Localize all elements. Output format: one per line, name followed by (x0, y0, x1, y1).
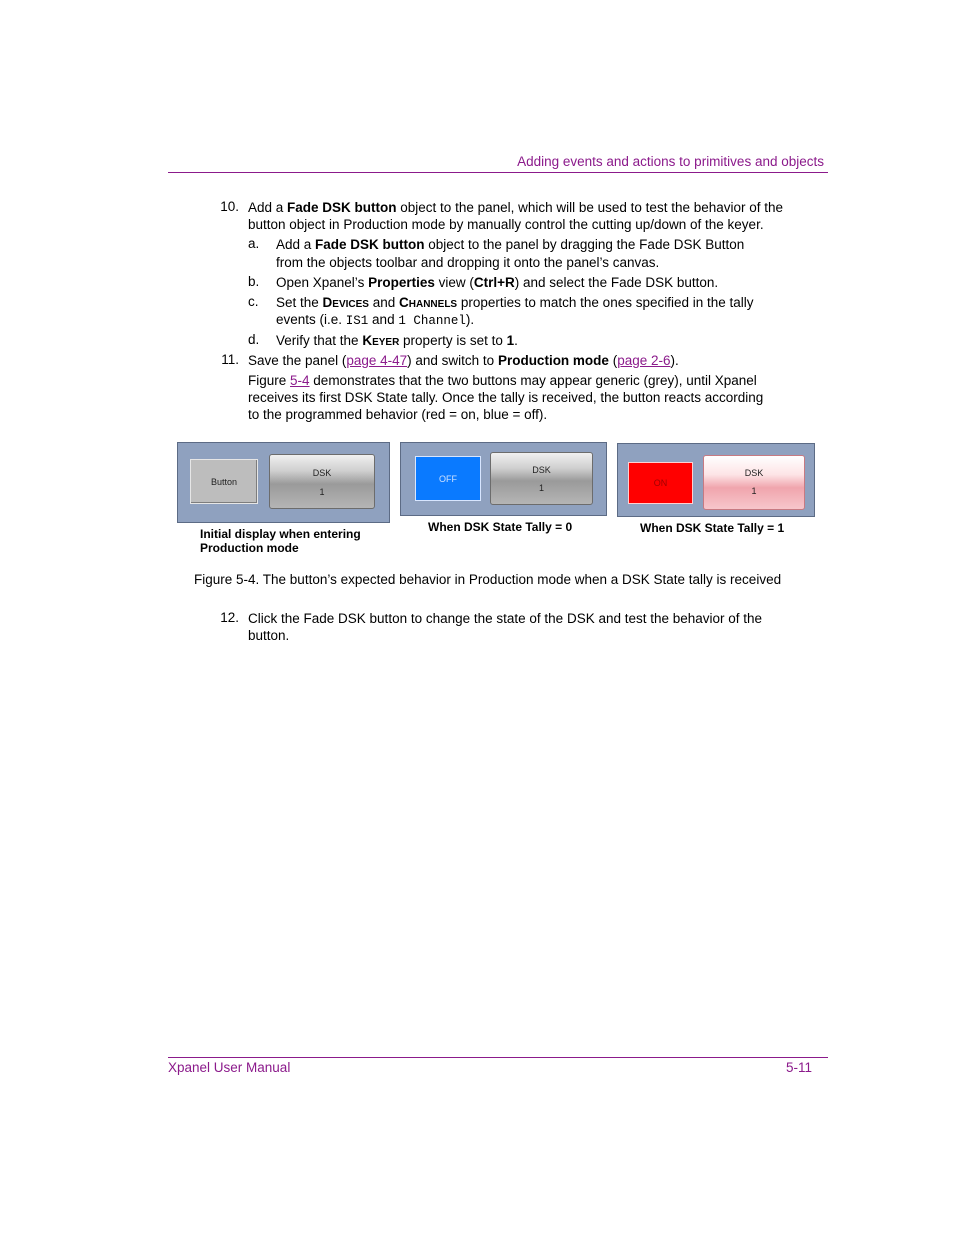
button-value: 1 (319, 487, 325, 497)
text: ). (465, 312, 475, 327)
step-number: 10. (220, 199, 239, 214)
figure-link[interactable]: 5-4 (290, 373, 310, 388)
text: property is set to (399, 333, 507, 348)
panel-initial (177, 442, 390, 523)
bold-term: Fade DSK button (315, 237, 425, 252)
smallcaps-term: HANNELS (408, 299, 458, 310)
button-title: DSK (312, 468, 332, 478)
text: object to the panel by dragging the Fade DSK Button (424, 237, 745, 252)
caption-line: Production mode (200, 541, 299, 555)
bold-term: Properties (368, 275, 435, 290)
button-label: Button (210, 476, 238, 487)
panel-caption (200, 527, 361, 555)
step-paragraph-line3: to the programmed behavior (red = on, blue = off). (248, 407, 548, 422)
text: ). (670, 353, 679, 368)
button-title: DSK (532, 465, 551, 475)
code: IS1 (345, 314, 369, 328)
step-number: 12. (220, 610, 239, 625)
step-text: Click the Fade DSK button to change the state of the DSK and test the behavior of the (248, 611, 763, 626)
text: ( (608, 353, 618, 368)
text: Verify that the (276, 333, 363, 348)
button-value: 1 (751, 486, 757, 496)
on-button (628, 462, 693, 504)
step-text (248, 352, 679, 369)
smallcaps-term: K (362, 333, 373, 348)
smallcaps-term: D (322, 295, 333, 310)
fade-dsk-button (269, 454, 375, 509)
text: properties to match the ones specified in the tally (457, 295, 754, 310)
text: . (514, 333, 518, 348)
text: Figure (248, 373, 291, 388)
header-rule (168, 172, 828, 173)
figure-caption: Figure 5-4. The button’s expected behavior in Production mode when a DSK State tally is received (194, 572, 782, 587)
step-number: 11. (221, 352, 239, 367)
smallcaps-term: EYER (372, 337, 400, 348)
page-link[interactable]: page 4-47 (346, 353, 408, 368)
text: ) and switch to (407, 353, 498, 368)
substep-a-line2: from the objects toolbar and dropping it onto the panel’s canvas. (276, 255, 660, 270)
button-title: DSK (744, 468, 764, 478)
substep-a-text (276, 236, 744, 253)
substep-letter: b. (248, 274, 260, 289)
text: Save the panel ( (248, 353, 347, 368)
text: Open Xpanel’s (276, 275, 369, 290)
button-label: OFF (439, 474, 457, 484)
text: Set the (276, 295, 323, 310)
step-text (248, 199, 783, 216)
generic-button (190, 459, 258, 504)
caption-line: Initial display when entering (200, 527, 361, 541)
panel-tally-off (400, 442, 607, 516)
substep-b-text (276, 274, 718, 291)
smallcaps-term: EVICES (332, 299, 369, 310)
substep-d-text (276, 332, 518, 351)
step-paragraph (248, 372, 757, 389)
substep-letter: c. (248, 294, 259, 309)
bold-term: 1 (506, 333, 515, 348)
text: and (368, 295, 400, 310)
text: and (368, 312, 399, 327)
panel-caption: When DSK State Tally = 1 (640, 521, 785, 535)
bold-term: Production mode (497, 353, 609, 368)
button-label: ON (653, 478, 668, 488)
text: object to the panel, which will be used to test the behavior of the (396, 200, 784, 215)
text: Add a (276, 237, 316, 252)
button-value: 1 (538, 483, 544, 493)
bold-term: Fade DSK button (287, 200, 397, 215)
text: ) and select the Fade DSK button. (514, 275, 719, 290)
text: demonstrates that the two buttons may appear generic (grey), until Xpanel (309, 373, 757, 388)
footer-page-number: 5-11 (785, 1060, 812, 1075)
substep-letter: d. (248, 332, 260, 347)
step-paragraph-line2: receives its first DSK State tally. Once the tally is received, the button reacts according (248, 390, 764, 405)
step-text-line2: button object in Production mode by manually control the cutting up/down of the keyer. (248, 217, 764, 232)
substep-c-line2 (276, 311, 474, 330)
running-header: Adding events and actions to primitives and objects (517, 154, 824, 169)
fade-dsk-button (490, 452, 593, 505)
text: Add a (248, 200, 288, 215)
text: events (i.e. (276, 312, 346, 327)
text: view ( (434, 275, 474, 290)
smallcaps-term: C (399, 295, 409, 310)
footer-rule (168, 1057, 828, 1058)
panel-caption: When DSK State Tally = 0 (428, 520, 573, 534)
step-text-line2: button. (248, 628, 290, 643)
code: 1 Channel (398, 314, 466, 328)
footer-manual-title: Xpanel User Manual (168, 1060, 291, 1075)
off-button (415, 456, 481, 501)
page-link[interactable]: page 2-6 (617, 353, 671, 368)
fade-dsk-button (703, 455, 805, 510)
substep-letter: a. (248, 236, 260, 251)
panel-tally-on (617, 443, 815, 517)
shortcut: Ctrl+R (473, 275, 515, 290)
